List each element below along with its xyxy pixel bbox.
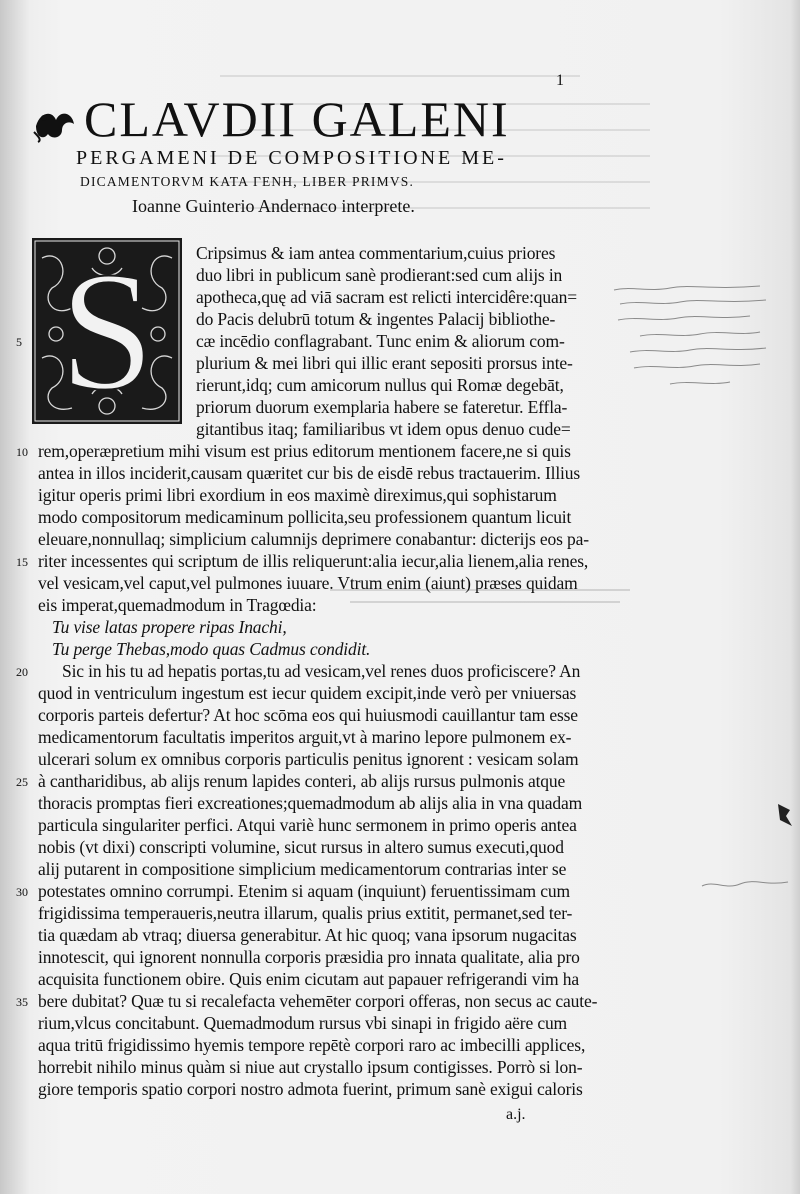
text-line: ulcerari solum ex omnibus corporis particulis penitus ignorent : vesicam solam	[38, 749, 579, 769]
line-number: 30	[16, 885, 28, 899]
text-line: riter incessentes qui scriptum de illis reliquerunt:alia iecur,alia lienem,alia renes,	[38, 551, 589, 571]
handwritten-marginal-note-lower	[700, 874, 790, 894]
text-line: antea in illos inciderit,causam quæritet cur bis de eisdē rebus tractauerim. Illius	[38, 463, 581, 483]
text-line: priorum duorum exemplaria habere se fateretur. Effla-	[196, 397, 568, 417]
text-line: rium,vlcus concitabunt. Quemadmodum rursus vbi sinapi in frigido aëre cum	[38, 1013, 568, 1033]
line-number: 10	[16, 445, 28, 459]
text-line: apotheca,quę ad viā sacram est relicti intercidêre:quan=	[196, 287, 577, 307]
text-line: potestates omnino corrumpi. Etenim si aquam (inquiunt) feruentissimam cum	[38, 881, 570, 901]
decorated-initial	[32, 238, 182, 424]
text-line: eleuare,nonnullaq; simplicium calumnijs deprimere conabantur: dicterijs eos pa-	[38, 529, 589, 549]
text-line: Cripsimus & iam antea commentarium,cuius priores	[196, 243, 556, 263]
text-line: modo compositorum medicaminum pollicita,seu professionem quantum licuit	[38, 507, 572, 527]
text-line: Tu perge Thebas,modo quas Cadmus condidit.	[52, 639, 371, 659]
line-number: 5	[16, 335, 22, 349]
text-line: tia quædam ab vtraq; diuersa generabitur. At hic quoq; vana ipsorum nugacitas	[38, 925, 577, 945]
text-line: frigidissima temperaueris,neutra illarum, qualis prius extitit, permanet,sed ter-	[38, 903, 573, 923]
line-number: 15	[16, 555, 28, 569]
text-line: igitur operis primi libri exordium in eos maximè direximus,qui sophistarum	[38, 485, 557, 505]
text-line: Sic in his tu ad hepatis portas,tu ad vesicam,vel renes duos proficiscere? An	[62, 661, 581, 681]
text-line: aqua tritū frigidissimo hyemis tempore repētè corpori raro ac imbecilli applices,	[38, 1035, 586, 1055]
title-line-3: DICAMENTORVM KATA ΓΕΝΗ, LIBER PRIMVS.	[80, 174, 415, 189]
text-line: nobis (vt dixi) conscripti volumine, sicut rursus in altero sumus executi,quod	[38, 837, 564, 857]
text-line: vel vesicam,vel caput,vel pulmones iuuare. Vtrum enim (aiunt) præses quidam	[38, 573, 578, 593]
text-line: medicamentorum facultatis imperitos arguit,vt à marino lepore pulmonem ex-	[38, 727, 572, 747]
title-author: CLAVDII GALENI	[84, 91, 510, 147]
initial-letter: S	[59, 238, 155, 424]
text-line: bere dubitat? Quæ tu si recalefacta vehemēter corpori offeras, non secus ac caute-	[38, 991, 598, 1011]
line-number: 25	[16, 775, 28, 789]
text-line: rem,operæpretium mihi visum est prius editorum mentionem facere,ne si quis	[38, 441, 571, 461]
text-line: à cantharidibus, ab alijs renum lapides conteri, ab alijs rursus pulmonis atque	[38, 771, 566, 791]
text-line: horrebit nihilo minus quàm si niue aut crystallo ipsum contigisses. Porrò si lon-	[38, 1057, 583, 1077]
text-line: particula singulariter perfici. Atqui variè hunc sermonem in primo operis antea	[38, 815, 577, 835]
text-line: Tu vise latas propere ripas Inachi,	[52, 617, 287, 637]
text-line: giore temporis spatio corpori nostro admota fuerint, primum sanè exigui caloris	[38, 1079, 583, 1099]
title-line-2: PERGAMENI DE COMPOSITIONE ME-	[76, 147, 507, 169]
translator-credit: Ioanne Guinterio Andernaco interprete.	[132, 196, 415, 216]
line-number: 20	[16, 665, 28, 679]
text-line: acquisita functionem obire. Quis enim cicutam aut papauer refrigerandi vim ha	[38, 969, 579, 989]
signature-mark: a.j.	[506, 1106, 526, 1123]
text-line: thoracis promptas fieri excreationes;quemadmodum ab alijs alia in vna quadam	[38, 793, 583, 813]
text-line: quod in ventriculum ingestum est iecur quidem excipit,inde verò per vniuersas	[38, 683, 577, 703]
line-number: 35	[16, 995, 28, 1009]
text-line: rierunt,idq; cum amicorum nullus qui Romæ degebāt,	[196, 375, 564, 395]
text-line: duo libri in publicum sanè prodierant:sed cum alijs in	[196, 265, 563, 285]
text-line: gitantibus itaq; familiaribus vt idem opus denuo cude=	[196, 419, 571, 439]
ink-blot	[772, 800, 796, 830]
text-line: corporis parteis defertur? At hoc scōma eos qui huiusmodi cauillantur tam esse	[38, 705, 578, 725]
text-line: do Pacis delubrū totum & ingentes Palacij bibliothe-	[196, 309, 556, 329]
text-line: plurium & mei libri qui illic erant sepositi prorsus inte-	[196, 353, 573, 373]
folio-number: 1	[556, 72, 564, 89]
text-line: alij putarent in compositione simplicium medicamentorum contrarias inter se	[38, 859, 567, 879]
handwritten-marginal-note	[610, 282, 770, 422]
text-line: eis imperat,quemadmodum in Tragœdia:	[38, 595, 317, 615]
text-line: cæ incēdio conflagrabant. Tunc enim & aliorum com-	[196, 331, 565, 351]
fleuron-ornament-icon	[32, 104, 78, 144]
text-line: innotescit, qui ignorent nonnulla corporis præsidia pro innata qualitate, alia pro	[38, 947, 580, 967]
